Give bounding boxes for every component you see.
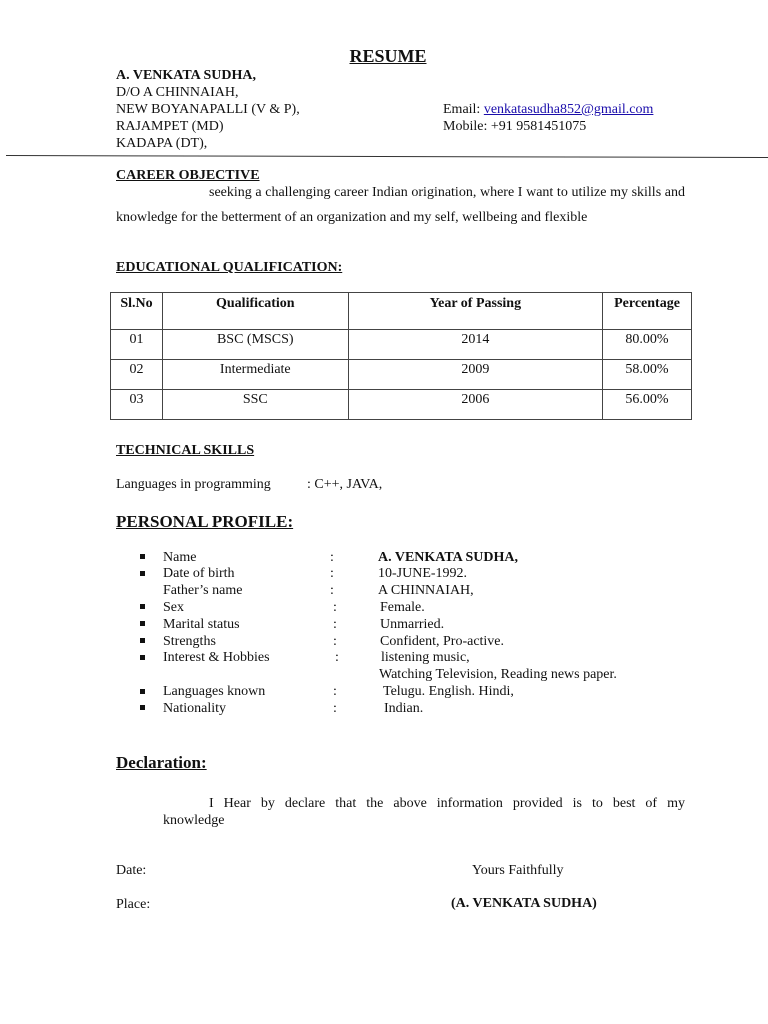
table-cell: 80.00% <box>603 330 692 360</box>
colon: : <box>333 617 337 632</box>
education-heading: EDUCATIONAL QUALIFICATION: <box>116 260 343 275</box>
profile-value-name: A. VENKATA SUDHA, <box>378 550 519 565</box>
table-cell: SSC <box>162 390 348 420</box>
bullet-icon <box>140 638 145 643</box>
profile-value-hobbies-2: Watching Television, Reading news paper. <box>379 667 617 682</box>
profile-value-nationality: Indian. <box>384 701 424 716</box>
profile-label-nationality: Nationality <box>163 701 226 716</box>
table-row <box>111 330 692 360</box>
table-cell: Intermediate <box>162 360 348 390</box>
colon: : <box>333 701 337 716</box>
programming-languages-label: Languages in programming <box>116 477 271 492</box>
profile-value-strengths: Confident, Pro-active. <box>380 634 505 649</box>
signature-name: (A. VENKATA SUDHA) <box>451 896 597 911</box>
declaration-text-line-2: knowledge <box>163 813 225 828</box>
table-cell: 03 <box>111 390 163 420</box>
place-label: Place: <box>116 897 151 912</box>
profile-value-sex: Female. <box>380 600 425 615</box>
table-cell: BSC (MSCS) <box>162 330 348 360</box>
mobile-line: Mobile: +91 9581451075 <box>443 119 587 134</box>
bullet-icon <box>140 655 145 660</box>
profile-value-dob: 10-JUNE-1992. <box>378 566 468 581</box>
resume-title: RESUME <box>349 46 427 66</box>
profile-label-dob: Date of birth <box>163 566 235 581</box>
profile-label-hobbies: Interest & Hobbies <box>163 650 270 665</box>
career-objective-text: seeking a challenging career Indian origination, where I want to utilize my skills and knowledge for the betterment of an organization and my self, wellbeing and flexible <box>116 185 685 225</box>
address-line-4: KADAPA (DT), <box>116 136 208 151</box>
profile-value-marital: Unmarried. <box>380 617 445 632</box>
email-line <box>443 101 653 118</box>
address-line-1: D/O A CHINNAIAH, <box>116 85 239 100</box>
profile-value-hobbies: listening music, <box>381 650 470 665</box>
profile-label-father: Father’s name <box>163 583 243 598</box>
closing-text: Yours Faithfully <box>472 863 564 878</box>
profile-label-strengths: Strengths <box>163 634 216 649</box>
colon: : <box>333 634 337 649</box>
colon: : <box>335 650 339 665</box>
bullet-icon <box>140 604 145 609</box>
table-cell: 2014 <box>348 330 602 360</box>
profile-label-languages: Languages known <box>163 684 266 699</box>
personal-profile-heading: PERSONAL PROFILE: <box>116 512 294 531</box>
address-line-3: RAJAMPET (MD) <box>116 119 224 134</box>
colon: : <box>333 600 337 615</box>
address-line-2: NEW BOYANAPALLI (V & P), <box>116 102 300 117</box>
table-cell: 56.00% <box>603 390 692 420</box>
colon: : <box>330 583 334 598</box>
declaration-text-line-1: I Hear by declare that the above information provided is to best of my <box>209 796 685 811</box>
column-header: Sl.No <box>111 293 163 330</box>
career-objective-heading: CAREER OBJECTIVE <box>116 168 260 183</box>
table-row <box>111 390 692 420</box>
profile-label-sex: Sex <box>163 600 184 615</box>
profile-value-languages: Telugu. English. Hindi, <box>383 684 514 699</box>
table-row <box>111 360 692 390</box>
programming-languages-value: : C++, JAVA, <box>307 477 383 492</box>
bullet-icon <box>140 705 145 710</box>
column-header: Percentage <box>603 293 692 330</box>
profile-value-father: A CHINNAIAH, <box>378 583 474 598</box>
bullet-icon <box>140 554 145 559</box>
header-divider <box>6 155 768 158</box>
bullet-icon <box>140 621 145 626</box>
bullet-icon <box>140 689 145 694</box>
column-header: Qualification <box>162 293 348 330</box>
table-cell: 2006 <box>348 390 602 420</box>
bullet-icon <box>140 571 145 576</box>
candidate-name: A. VENKATA SUDHA, <box>116 68 257 83</box>
technical-skills-heading: TECHNICAL SKILLS <box>116 443 255 458</box>
table-cell: 01 <box>111 330 163 360</box>
education-table <box>110 292 692 420</box>
email-label: Email: <box>443 102 484 117</box>
colon: : <box>330 550 334 565</box>
colon: : <box>333 684 337 699</box>
declaration-heading: Declaration: <box>116 753 207 772</box>
date-label: Date: <box>116 863 147 878</box>
table-cell: 58.00% <box>603 360 692 390</box>
table-header-row <box>111 293 692 330</box>
column-header: Year of Passing <box>348 293 602 330</box>
table-cell: 2009 <box>348 360 602 390</box>
profile-label-name: Name <box>163 550 197 565</box>
email-link[interactable]: venkatasudha852@gmail.com <box>483 102 654 117</box>
profile-label-marital: Marital status <box>163 617 240 632</box>
colon: : <box>330 566 334 581</box>
table-cell: 02 <box>111 360 163 390</box>
